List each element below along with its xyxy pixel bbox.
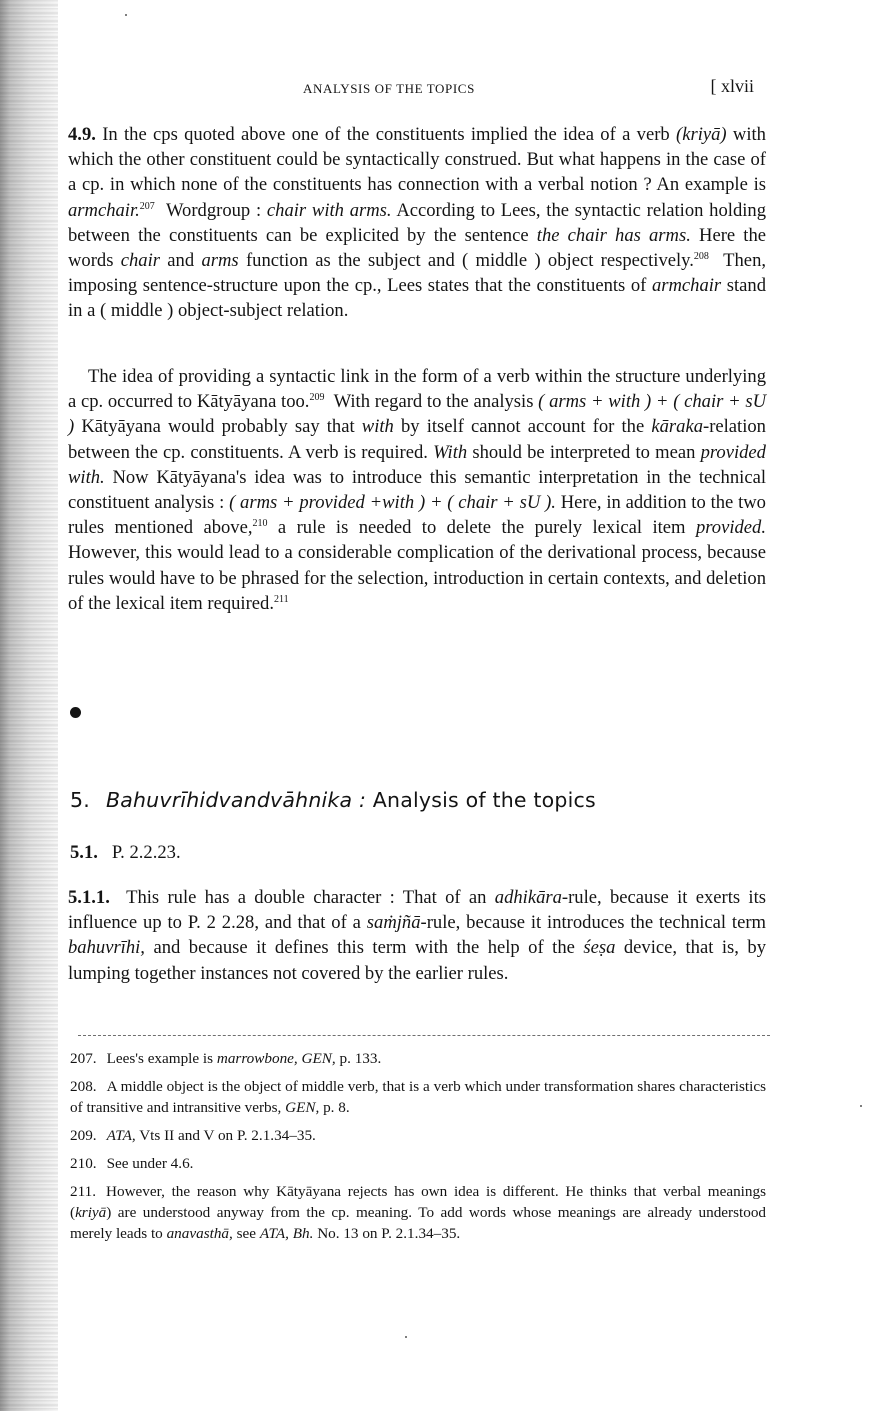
subheading-number: 5.1. xyxy=(70,842,98,863)
footnote-text: see xyxy=(236,1225,257,1242)
subheading-5-1 xyxy=(70,842,181,864)
scan-speck xyxy=(405,1336,407,1338)
text: Wordgroup : xyxy=(166,199,262,221)
text: According to Lees, the syntactic relation holding between the constituents can be explicited by the sentence xyxy=(68,199,766,246)
paragraph-number: 4.9. xyxy=(68,124,96,145)
term: armchair xyxy=(651,275,722,297)
text: should be interpreted to mean xyxy=(472,441,696,463)
section-title: Analysis of the topics xyxy=(372,788,596,812)
text: Here, in addition to the two rules mentioned above, xyxy=(68,492,766,539)
footnote-ref-210: 210 xyxy=(252,518,268,530)
scan-speck xyxy=(125,14,127,16)
text: -rule, because it introduces the technical term xyxy=(420,912,766,934)
running-head-title: ANALYSIS OF THE TOPICS xyxy=(303,81,475,96)
footnote-text: Lees's example is xyxy=(106,1050,214,1067)
section-number: 5. xyxy=(70,788,90,812)
term: ( arms + with ) + ( chair + sU ) xyxy=(68,391,767,438)
term: śeṣa xyxy=(583,937,616,959)
text: a rule is needed to delete the purely lexical item xyxy=(277,517,686,539)
text: device, that is, by lumping together instances not covered by the earlier rules. xyxy=(68,937,766,984)
footnote-number: 210. xyxy=(70,1155,97,1172)
text: Kātyāyana would probably say that xyxy=(81,416,355,438)
footnote-text: However, the reason why Kātyāyana rejects has own idea is different. He thinks that verbal meanings ( xyxy=(70,1183,766,1221)
text: -relation between the cp. constituents. A verb is required. xyxy=(68,416,766,463)
term: ( arms + provided +with ) + ( chair + sU ). xyxy=(229,492,556,514)
scan-speck xyxy=(860,1105,862,1107)
term: bahuvrīhi, xyxy=(68,937,145,959)
running-head xyxy=(68,78,768,100)
paragraph-5-1-1 xyxy=(68,885,766,986)
footnote-number: 207. xyxy=(70,1050,97,1067)
footnote-divider xyxy=(78,1035,770,1036)
footnote-text: p. 133. xyxy=(339,1050,382,1067)
footnote-211 xyxy=(70,1181,766,1244)
footnote-text: p. 8. xyxy=(323,1099,350,1116)
footnote-italic: ATA, xyxy=(106,1127,136,1144)
subheading-text: P. 2.2.23. xyxy=(111,842,181,863)
footnote-209 xyxy=(70,1125,766,1146)
footnote-ref-209: 209 xyxy=(309,392,325,404)
footnote-207 xyxy=(70,1048,766,1069)
footnote-text: A middle object is the object of middle verb, that is a verb which under transformation shares characteristics of transitive and intransitive verbs, xyxy=(70,1078,766,1116)
text: and xyxy=(167,250,195,272)
footnote-ref-208: 208 xyxy=(693,251,709,263)
text: with which the other constituent could be syntactically construed. But what happens in the case of a cp. in which none of the constituents has connection with a verbal notion ? An example is xyxy=(68,124,766,196)
term: chair xyxy=(120,250,160,272)
footnote-text: No. 13 on P. 2.1.34–35. xyxy=(317,1225,461,1242)
bullet-dot xyxy=(70,707,81,718)
term: with xyxy=(361,416,394,438)
footnote-ref-207: 207 xyxy=(139,200,155,212)
scanned-page-edge xyxy=(0,0,58,1411)
footnote-text: See under 4.6. xyxy=(106,1155,194,1172)
term: With xyxy=(433,441,468,463)
page-number: [ xlvii xyxy=(710,76,754,96)
term: the chair has arms. xyxy=(536,224,691,246)
term: provided. xyxy=(695,517,766,539)
footnote-italic: kriyā xyxy=(75,1204,107,1221)
footnote-number: 209. xyxy=(70,1127,97,1144)
footnote-italic: marrowbone, GEN, xyxy=(216,1050,336,1067)
footnote-italic: GEN, xyxy=(285,1099,320,1116)
footnote-number: 211. xyxy=(70,1183,97,1200)
term: kāraka xyxy=(651,416,703,438)
section-heading xyxy=(70,788,596,812)
footnote-italic: ATA, Bh. xyxy=(259,1225,314,1242)
term: (kriyā) xyxy=(676,124,727,145)
footnote-text: Vts II and V on P. 2.1.34–35. xyxy=(139,1127,316,1144)
section-title-italic: Bahuvrīhidvandvāhnika : xyxy=(105,788,367,812)
term: saṁjñā xyxy=(366,912,421,934)
footnotes xyxy=(70,1048,766,1251)
text: This rule has a double character : That of an xyxy=(126,887,487,908)
text: Then, imposing sentence-structure upon the cp., Lees states that the constituents of xyxy=(68,250,767,297)
text: by itself cannot account for the xyxy=(400,416,645,438)
term: armchair. xyxy=(68,199,140,221)
footnote-208 xyxy=(70,1076,766,1118)
text: Here the words xyxy=(68,224,766,272)
term: arms xyxy=(201,250,239,272)
text: -rule, because it exerts its influence up to P. 2 2.28, and that of a xyxy=(68,887,767,934)
term: provided with. xyxy=(68,441,766,488)
text: and because it defines this term with the help of the xyxy=(153,937,575,959)
term: adhikāra xyxy=(494,887,562,908)
text: stand in a ( middle ) object-subject relation. xyxy=(68,275,767,322)
paragraph-4-9 xyxy=(68,122,766,324)
footnote-ref-211: 211 xyxy=(274,593,289,605)
term: chair with arms. xyxy=(266,199,392,221)
text: function as the subject and ( middle ) object respectively. xyxy=(245,250,694,272)
footnote-210 xyxy=(70,1153,766,1174)
text: The idea of providing a syntactic link in the form of a verb within the structure underlying a cp. occurred to Kātyāyana too. xyxy=(68,366,766,413)
footnote-number: 208. xyxy=(70,1078,97,1095)
paragraph-number: 5.1.1. xyxy=(68,887,110,908)
text: With regard to the analysis xyxy=(333,391,534,413)
text: In the cps quoted above one of the constituents implied the idea of a verb xyxy=(102,124,670,145)
footnote-text: ) are understood anyway from the cp. meaning. To add words whose meanings are already understood merely leads to xyxy=(70,1204,766,1242)
paragraph-katyayana-idea xyxy=(68,364,766,616)
text: However, this would lead to a considerable complication of the derivational process, because rules would have to be phrased for the selection, introduction in certain contexts, and deletion of the lexical item required. xyxy=(68,542,766,614)
text: Now Kātyāyana's idea was to introduce this semantic interpretation in the technical constituent analysis : xyxy=(68,466,766,514)
footnote-italic: anavasthā, xyxy=(166,1225,233,1242)
